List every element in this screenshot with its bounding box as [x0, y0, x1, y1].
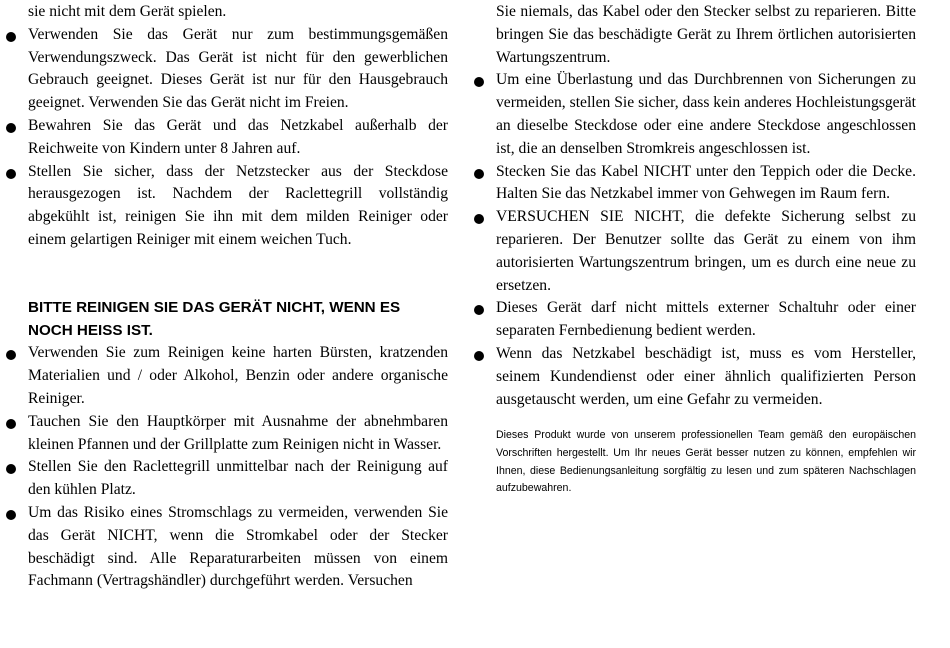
- list-item-text: Bewahren Sie das Gerät und das Netzkabel außerhalb der Reichweite von Kindern unter 8 Jahren auf.: [28, 116, 448, 157]
- list-item: [6, 115, 448, 161]
- list-item-text: Tauchen Sie den Hauptkörper mit Ausnahme der abnehmbaren kleinen Pfannen und der Grillplatte zum Reinigen nicht in Wasser.: [28, 412, 448, 453]
- list-item: [474, 206, 916, 297]
- list-item-text: Stellen Sie den Raclettegrill unmittelbar nach der Reinigung auf den kühlen Platz.: [28, 458, 448, 499]
- list-item: [474, 297, 916, 343]
- list-item-text: Stecken Sie das Kabel NICHT unter den Teppich oder die Decke. Halten Sie das Netzkabel immer von Gehwegen im Raum fern.: [496, 162, 916, 203]
- left-column: [6, 1, 448, 593]
- list-item: [474, 69, 916, 160]
- list-item-text: Verwenden Sie zum Reinigen keine harten Bürsten, kratzenden Materialien und / oder Alkohol, Benzin oder andere organische Reiniger.: [28, 344, 448, 407]
- list-item: [6, 456, 448, 502]
- bullet-icon: [474, 305, 484, 315]
- bullet-icon: [6, 169, 16, 179]
- list-item: [6, 24, 448, 115]
- bullet-icon: [474, 351, 484, 361]
- list-item: [6, 502, 448, 593]
- cleaning-warning-heading: BITTE REINIGEN SIE DAS GERÄT NICHT, WENN ES NOCH HEISS IST.: [28, 298, 401, 339]
- bullet-icon: [6, 510, 16, 520]
- list-item-text: Wenn das Netzkabel beschädigt ist, muss es vom Hersteller, seinem Kundendienst oder einer ähnlich qualifizierten Person ausgetauscht werden, um eine Gefahr zu vermeiden.: [496, 344, 916, 408]
- bullet-icon: [6, 123, 16, 133]
- right-column: [474, 1, 916, 498]
- list-item-text: VERSUCHEN SIE NICHT, die defekte Sicherung selbst zu reparieren. Der Benutzer sollte das Gerät zu einem von ihm autorisierten Wartungszentrum bringen, um es durch eine neue zu ersetzen.: [496, 208, 916, 294]
- bullet-icon: [474, 77, 484, 87]
- list-item: [6, 411, 448, 457]
- bullet-icon: [474, 169, 484, 179]
- list-item-text: Um eine Überlastung und das Durchbrennen von Sicherungen zu vermeiden, stellen Sie sicher, dass kein anderes Hochleistungsgerät an dieselbe Steckdose oder eine andere Steckdose angeschlossen ist, die an denselben Stromkreis angeschlossen ist.: [496, 71, 916, 157]
- list-item: [474, 343, 916, 411]
- left-intro-text: sie nicht mit dem Gerät spielen.: [28, 3, 227, 20]
- bullet-icon: [474, 214, 484, 224]
- list-item: [6, 342, 448, 410]
- bullet-icon: [6, 32, 16, 42]
- list-item: [474, 161, 916, 207]
- list-item: [6, 161, 448, 252]
- bullet-icon: [6, 350, 16, 360]
- manufacturer-note: Dieses Produkt wurde von unserem professionellen Team gemäß den europäischen Vorschriften hergestellt. Um Ihr neues Gerät besser nutzen zu können, empfehlen wir Ihnen, diese Bedienungsanleitung sorgfältig zu lesen und zum späteren Nachschlagen aufzubewahren.: [496, 429, 916, 495]
- list-item-text: Dieses Gerät darf nicht mittels externer Schaltuhr oder einer separaten Fernbedienung bedient werden.: [496, 299, 916, 340]
- list-item-text: Stellen Sie sicher, dass der Netzstecker aus der Steckdose herausgezogen ist. Nachdem der Raclettegrill vollständig abgekühlt ist, reinigen Sie ihn mit dem milden Reiniger oder einem gelartigen Reiniger mit einem weichen Tuch.: [28, 162, 448, 248]
- right-intro-text: Sie niemals, das Kabel oder den Stecker selbst zu reparieren. Bitte bringen Sie das beschädigte Gerät zu Ihrem örtlichen autorisierten Wartungszentrum.: [496, 3, 916, 66]
- list-item-text: Verwenden Sie das Gerät nur zum bestimmungsgemäßen Verwendungszweck. Das Gerät ist nicht für den gewerblichen Gebrauch geeignet. Dieses Gerät ist nur für den Hausgebrauch geeignet. Verwenden Sie das Gerät nicht im Freien.: [28, 25, 448, 112]
- bullet-icon: [6, 419, 16, 429]
- bullet-icon: [6, 464, 16, 474]
- list-item-text: Um das Risiko eines Stromschlags zu vermeiden, verwenden Sie das Gerät NICHT, wenn die Stromkabel oder der Stecker beschädigt sind. Alle Reparaturarbeiten müssen von einem Fachmann (Vertragshändler) durchgeführt werden. Versuchen: [28, 503, 448, 590]
